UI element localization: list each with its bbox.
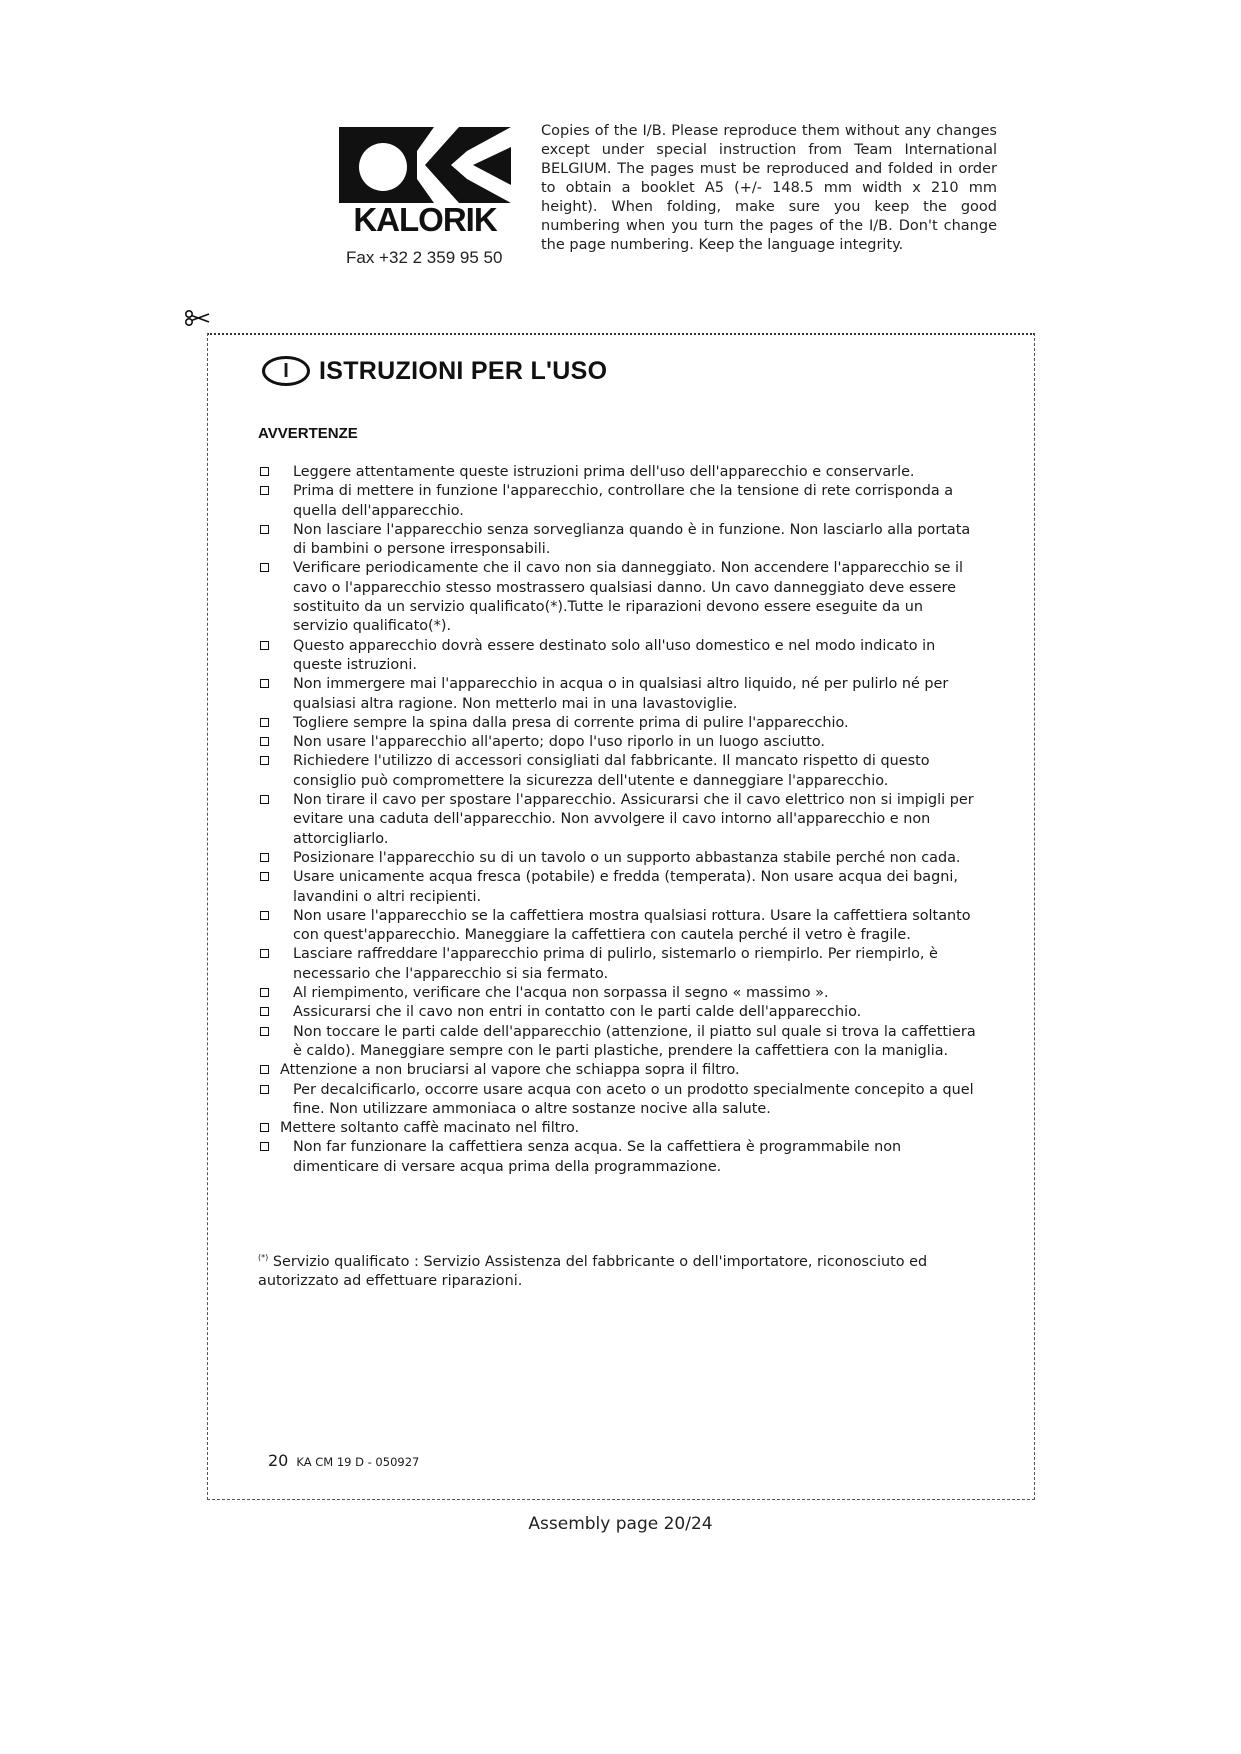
fax-number: Fax +32 2 359 95 50 (346, 248, 503, 267)
checkbox-bullet-icon (260, 467, 269, 476)
kalorik-logo (339, 127, 511, 239)
section-title-row (262, 356, 607, 386)
checkbox-bullet-icon (260, 949, 269, 958)
checkbox-bullet-icon (260, 641, 269, 650)
list-item: Mettere soltanto caffè macinato nel filtro. (258, 1119, 978, 1138)
list-item: Questo apparecchio dovrà essere destinato solo all'uso domestico e nel modo indicato in queste istruzioni. (258, 637, 978, 676)
reproduction-notice: Copies of the I/B. Please reproduce them without any changes except under special instruction from Team International BELGIUM. The pages must be reproduced and folded in order to obtain a booklet A5 (+/- 148.5 mm width x 210 mm height). When folding, make sure you keep the good numbering when you turn the pages of the I/B. Don't change the page numbering. Keep the language integrity. (541, 123, 997, 253)
page-number: 20 (268, 1451, 289, 1470)
scissors-icon (184, 309, 210, 327)
language-badge: I (262, 356, 310, 386)
list-item: Non immergere mai l'apparecchio in acqua o in qualsiasi altro liquido, né per pulirlo né per qualsiasi altra ragione. Non metterlo mai in una lavastoviglie. (258, 675, 978, 714)
footnote (258, 1248, 978, 1291)
footnote-text: Servizio qualificato : Servizio Assistenza del fabbricante o dell'importatore, riconosciuto ed autorizzato ad effettuare riparazioni. (258, 1253, 928, 1290)
list-item: Per decalcificarlo, occorre usare acqua con aceto o un prodotto specialmente concepito a quel fine. Non utilizzare ammoniaca o altre sostanze nocive alla salute. (258, 1081, 978, 1120)
checkbox-bullet-icon (260, 1085, 269, 1094)
list-item: Non usare l'apparecchio se la caffettiera mostra qualsiasi rottura. Usare la caffettiera soltanto con quest'apparecchio. Maneggiare la caffettiera con cautela perché il vetro è fragile. (258, 907, 978, 946)
checkbox-bullet-icon (260, 525, 269, 534)
checkbox-bullet-icon (260, 1142, 269, 1151)
list-item: Posizionare l'apparecchio su di un tavolo o un supporto abbastanza stabile perché non cada. (258, 849, 978, 868)
checkbox-bullet-icon (260, 563, 269, 572)
checkbox-bullet-icon (260, 988, 269, 997)
checkbox-bullet-icon (260, 1123, 269, 1132)
warnings-heading: AVVERTENZE (258, 425, 358, 442)
checkbox-bullet-icon (260, 1007, 269, 1016)
checkbox-bullet-icon (260, 1027, 269, 1036)
kalorik-mark-icon (339, 127, 511, 203)
list-item: Non far funzionare la caffettiera senza acqua. Se la caffettiera è programmabile non dimenticare di versare acqua prima della programmazione. (258, 1138, 978, 1177)
model-code: KA CM 19 D - 050927 (296, 1455, 420, 1469)
list-item: Lasciare raffreddare l'apparecchio prima di pulirlo, sistemarlo o riempirlo. Per riempirlo, è necessario che l'apparecchio si sia fermato. (258, 945, 978, 984)
checkbox-bullet-icon (260, 853, 269, 862)
list-item: Attenzione a non bruciarsi al vapore che schiappa sopra il filtro. (258, 1061, 978, 1080)
list-item: Non lasciare l'apparecchio senza sorveglianza quando è in funzione. Non lasciarlo alla portata di bambini o persone irresponsabili. (258, 521, 978, 560)
assembly-page-label: Assembly page 20/24 (528, 1514, 713, 1534)
checkbox-bullet-icon (260, 718, 269, 727)
list-item: Togliere sempre la spina dalla presa di corrente prima di pulire l'apparecchio. (258, 714, 978, 733)
page-footer (268, 1451, 419, 1470)
page-title: ISTRUZIONI PER L'USO (319, 356, 608, 385)
checkbox-bullet-icon (260, 1065, 269, 1074)
checkbox-bullet-icon (260, 486, 269, 495)
footnote-mark: (*) (258, 1253, 269, 1262)
list-item: Assicurarsi che il cavo non entri in contatto con le parti calde dell'apparecchio. (258, 1003, 978, 1022)
checkbox-bullet-icon (260, 872, 269, 881)
list-item: Prima di mettere in funzione l'apparecchio, controllare che la tensione di rete corrisponda a quella dell'apparecchio. (258, 482, 978, 521)
checkbox-bullet-icon (260, 911, 269, 920)
list-item: Non tirare il cavo per spostare l'apparecchio. Assicurarsi che il cavo elettrico non si impigli per evitare una caduta dell'apparecchio. Non avvolgere il cavo intorno all'apparecchio e non attorcigliarlo. (258, 791, 978, 849)
list-item: Verificare periodicamente che il cavo non sia danneggiato. Non accendere l'apparecchio se il cavo o l'apparecchio stesso mostrassero qualsiasi danno. Un cavo danneggiato deve essere sostituito da un servizio qualificato(*).Tutte le riparazioni devono essere eseguite da un servizio qualificato(*). (258, 559, 978, 636)
warnings-list (258, 463, 978, 1177)
checkbox-bullet-icon (260, 737, 269, 746)
list-item: Usare unicamente acqua fresca (potabile) e fredda (temperata). Non usare acqua dei bagni, lavandini o altri recipienti. (258, 868, 978, 907)
checkbox-bullet-icon (260, 795, 269, 804)
list-item: Al riempimento, verificare che l'acqua non sorpassa il segno « massimo ». (258, 984, 978, 1003)
checkbox-bullet-icon (260, 756, 269, 765)
logo-wordmark: KALORIK (353, 201, 497, 238)
list-item: Leggere attentamente queste istruzioni prima dell'uso dell'apparecchio e conservarle. (258, 463, 978, 482)
list-item: Non toccare le parti calde dell'apparecchio (attenzione, il piatto sul quale si trova la caffettiera è caldo). Maneggiare sempre con le parti plastiche, prendere la caffettiera con la maniglia. (258, 1023, 978, 1062)
checkbox-bullet-icon (260, 679, 269, 688)
list-item: Richiedere l'utilizzo di accessori consigliati dal fabbricante. Il mancato rispetto di questo consiglio può compromettere la sicurezza dell'utente e danneggiare l'apparecchio. (258, 752, 978, 791)
list-item: Non usare l'apparecchio all'aperto; dopo l'uso riporlo in un luogo asciutto. (258, 733, 978, 752)
